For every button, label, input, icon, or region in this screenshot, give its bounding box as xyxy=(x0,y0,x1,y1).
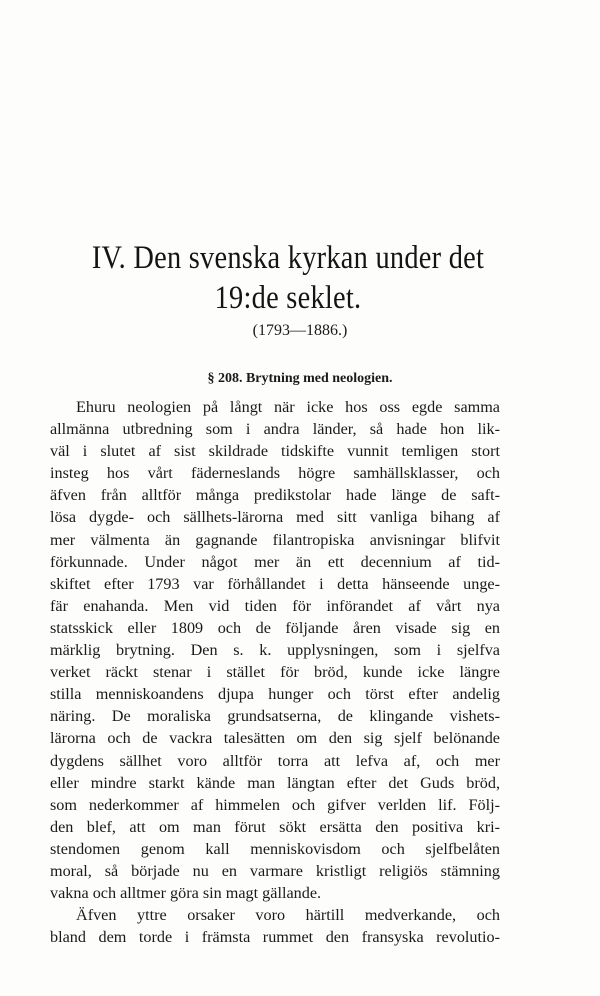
text-line: Ehuru neologien på långt när icke hos oss egde samma xyxy=(76,398,500,416)
chapter-date-range: (1793—1886.) xyxy=(252,322,348,339)
text-line: stilla menniskoandens djupa hunger och törst efter andelig xyxy=(50,685,500,704)
text-line: stendomen genom kall menniskovisdom och sjelfbelåten xyxy=(50,839,500,858)
text-line: lärorna och de vackra talesätten om den sig sjelf belönande xyxy=(50,729,500,748)
section-heading: § 208. Brytning med neologien. xyxy=(207,371,393,386)
text-line: moral, så började nu en varmare kristligt religiös stämning xyxy=(50,861,500,880)
chapter-title-line-1: IV. Den svenska kyrkan under det xyxy=(91,240,485,276)
text-line: dygdens sällhet voro alltför torra att lefva af, och mer xyxy=(50,751,500,770)
text-line: väl i slutet af sist skildrade tidskifte vunnit temligen stort xyxy=(50,442,500,461)
text-line: äfven från alltför många predikstolar hade länge de saft- xyxy=(50,486,500,505)
text-line: bland dem torde i främsta rummet den fransyska revolutio- xyxy=(50,928,500,947)
text-line: märklig brytning. Den s. k. upplysningen, som i sjelfva xyxy=(50,641,500,660)
text-line: näring. De moraliska grundsatserna, de klingande vishets- xyxy=(50,707,500,726)
chapter-title-line-2: 19:de seklet. xyxy=(214,280,362,316)
text-line: statsskick eller 1809 och de följande åren visade sig en xyxy=(50,618,500,637)
text-line: insteg hos vårt fäderneslands högre samhällsklasser, och xyxy=(50,464,500,483)
text-line: mer välmenta än gagnande filantropiska anvisningar blifvit xyxy=(50,530,500,549)
text-line: allmänna utbredning som i andra länder, så hade hon lik- xyxy=(50,420,500,439)
text-line: eller mindre starkt kände man längtan efter det Guds bröd, xyxy=(50,773,500,792)
text-line: verket räckt stenar i stället för bröd, kunde icke längre xyxy=(50,663,500,682)
text-line: Äfven yttre orsaker voro härtill medverkande, och xyxy=(76,906,500,925)
text-line: vakna och alltmer göra sin magt gällande. xyxy=(50,884,322,903)
text-line: fär enahanda. Men vid tiden för införandet af vårt nya xyxy=(50,596,500,615)
body-text xyxy=(50,396,500,948)
text-line: som nederkommer af himmelen och gifver verlden lif. Följ- xyxy=(50,795,500,814)
text-line: lösa dygde- och sällhets-lärorna med sitt vanliga bihang af xyxy=(50,508,500,527)
text-line: förkunnade. Under något mer än ett decennium af tid- xyxy=(50,552,500,571)
text-line: den blef, att om man förut sökt ersätta den positiva kri- xyxy=(50,817,500,836)
text-line: skiftet efter 1793 var förhållandet i detta hänseende unge- xyxy=(50,574,500,593)
chapter-title xyxy=(82,238,495,318)
